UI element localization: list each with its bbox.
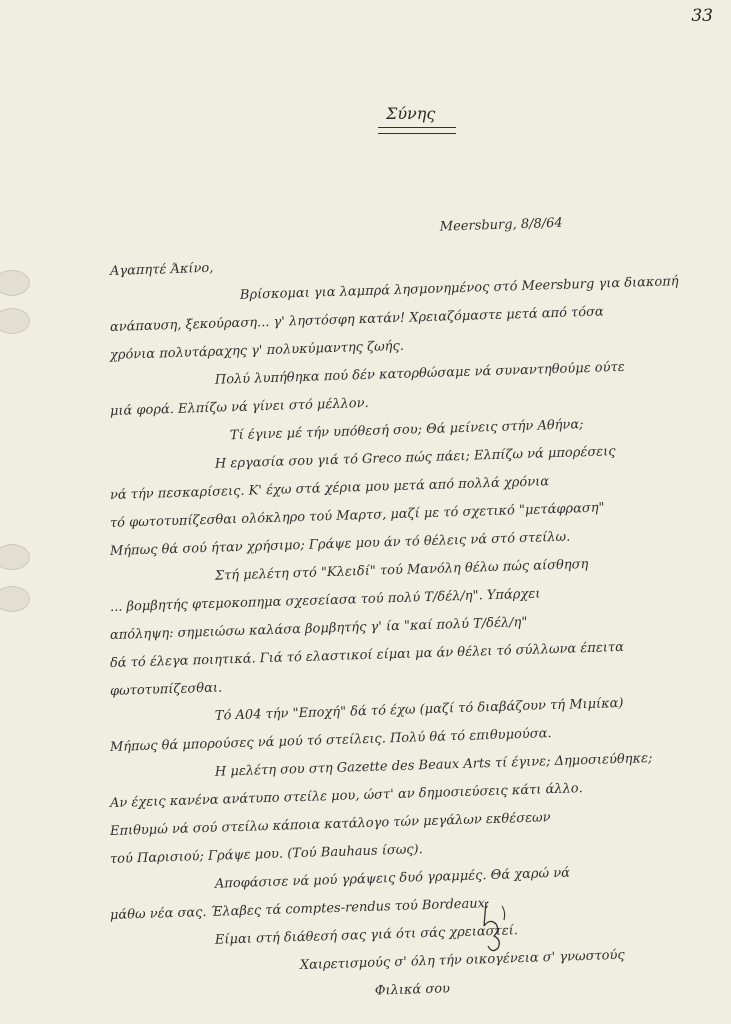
handwritten-signature — [476, 896, 516, 956]
letter-line: Τί έγινε μέ τήν υπόθεσή σου; Θά μείνεις στήν Αθήνα; — [229, 417, 584, 444]
letter-line: Είμαι στή διάθεσή σας γιά ότι σάς χρειαστεί. — [214, 923, 519, 948]
letter-line: απόληψη: σημειώσω καλάσα βομβητής γ' ία "καί πολύ Τ/δέλ/η" — [109, 614, 528, 643]
letter-line: νά τήν πεσκαρίσεις. Κ' έχω στά χέρια μου μετά από πολλά χρόνια — [109, 474, 550, 503]
letter-closing: Χαιρετισμούς σ' όλη τήν οικογένεια σ' γνωστούς — [299, 947, 625, 974]
letter-line: τό φωτοτυπίζεσθαι ολόκληρο τού Μαρτσ, μαζί με τό σχετικό "μετάφραση" — [109, 500, 605, 531]
letter-closing: Φιλικά σου — [374, 981, 451, 999]
binder-hole-mark — [0, 308, 30, 334]
letter-line: Η μελέτη σου στη Gazette des Beaux Arts τί έγινε; Δημοσιεύθηκε; — [214, 750, 653, 780]
letter-line: Μήπως θά μπορούσες νά μού τό στείλεις. Πολύ θά τό επιθυμούσα. — [109, 726, 552, 755]
letter-line: Τό Α04 τήν "Εποχή" δά τό έχω (μαζί τό διαβάζουν τή Μιμίκα) — [214, 695, 624, 724]
letter-line: Αποφάσισε νά μού γράψεις δυό γραμμές. Θά χαρώ νά — [214, 865, 571, 892]
letter-line: δά τό έλεγα ποιητικά. Γιά τό ελαστικοί είμαι μα άν θέλει τό σύλλωνα έπειτα — [109, 639, 625, 671]
letter-line: Στή μελέτη στό "Κλειδί" τού Μανόλη θέλω πώς αίσθηση — [214, 556, 589, 584]
binder-hole-mark — [0, 544, 30, 570]
letter-line: Μήπως θά σού ήταν χρήσιμο; Γράψε μου άν τό θέλεις νά στό στείλω. — [109, 529, 571, 559]
letter-date: Meersburg, 8/8/64 — [439, 215, 563, 235]
letter-line: Η εργασία σου γιά τό Greco πώς πάει; Ελπίζω νά μπορέσεις — [214, 444, 616, 472]
title-underline — [378, 127, 456, 128]
title-underline — [378, 133, 456, 134]
letter-body — [109, 215, 710, 1014]
letter-line: μιά φορά. Ελπίζω νά γίνει στό μέλλον. — [109, 395, 369, 419]
letter-line: Πολύ λυπήθηκα πού δέν κατορθώσαμε νά συναντηθούμε ούτε — [214, 359, 625, 388]
letter-line: τού Παρισιού; Γράψε μου. (Τού Bauhaus ίσως). — [109, 842, 424, 867]
page-number: 33 — [691, 6, 713, 26]
binder-hole-mark — [0, 586, 30, 612]
letter-line: Βρίσκομαι για λαμπρά λησμονημένος στό Meersburg για διακοπή — [239, 274, 679, 303]
letter-salutation: Αγαπητέ Άκίνο, — [109, 260, 214, 279]
letter-line: χρόνια πολυτάραχης γ' πολυκύμαντης ζωής. — [109, 338, 405, 363]
binder-hole-mark — [0, 270, 30, 296]
letter-line: μάθω νέα σας. Έλαβες τά comptes-rendus τού Bordeaux; — [109, 896, 490, 923]
letter-line: Επιθυμώ νά σού στείλω κάποια κατάλογο τών μεγάλων εκθέσεων — [109, 810, 551, 839]
letter-title: Σύνης — [386, 104, 436, 123]
letter-line: φωτοτυπίζεσθαι. — [109, 680, 223, 699]
letter-line: Αν έχεις κανένα ανάτυπο στείλε μου, ώστ' αν δημοσιεύσεις κάτι άλλο. — [109, 781, 583, 811]
letter-line: ανάπαυση, ξεκούραση... γ' ληστόσφη κατάν! Χρειαζόμαστε μετά από τόσα — [109, 304, 604, 335]
letter-line: ... βομβητής φτεμοκοπημα σχεσείασα τού πολύ Τ/δέλ/η". Υπάρχει — [109, 586, 541, 615]
